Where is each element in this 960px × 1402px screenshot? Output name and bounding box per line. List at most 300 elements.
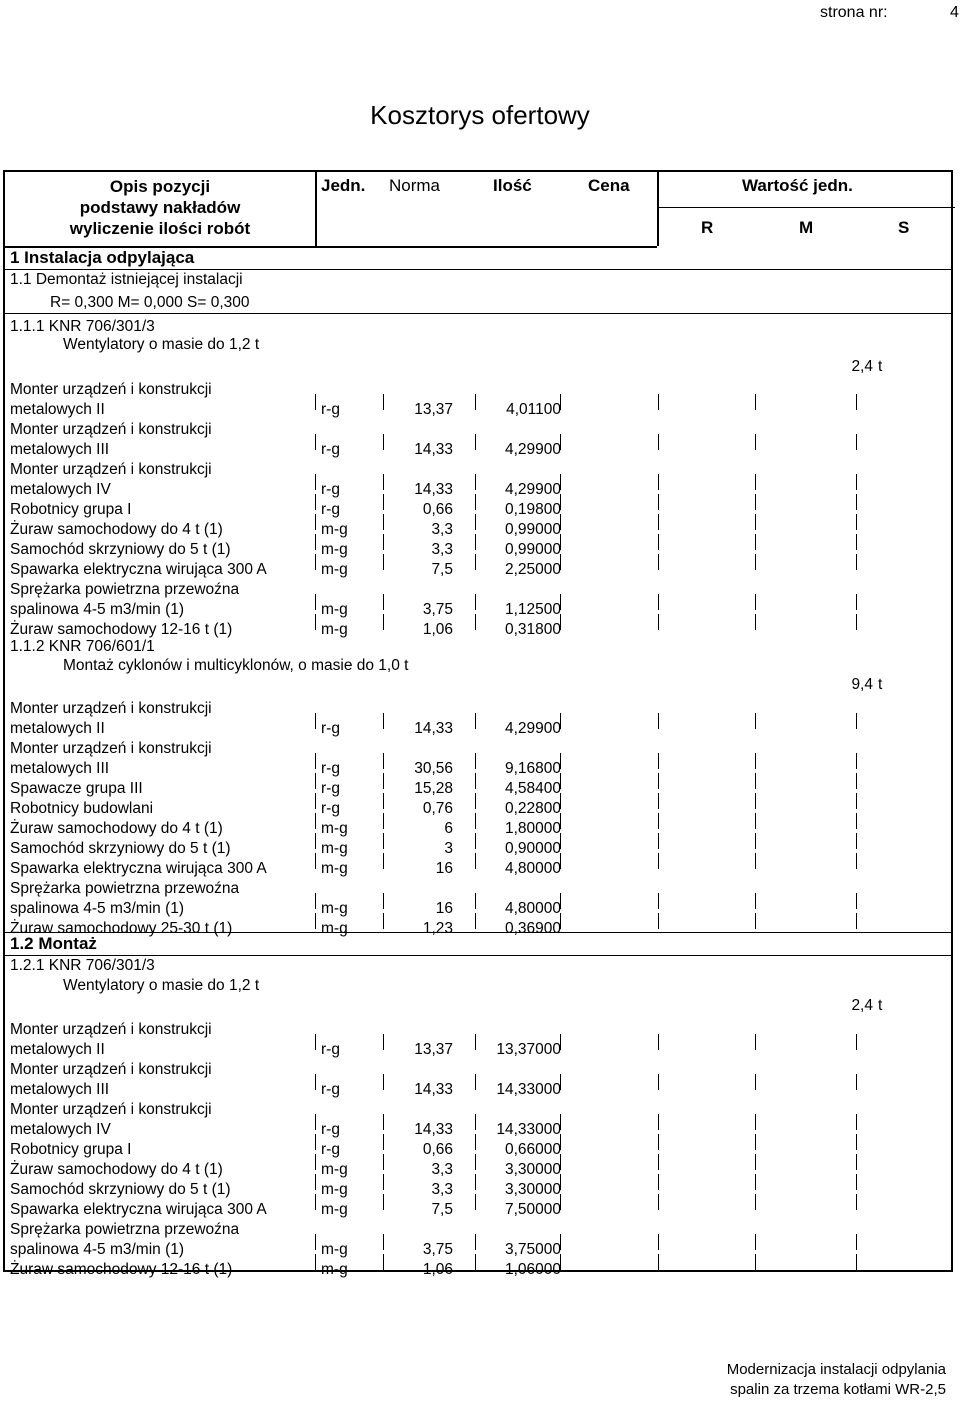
resource-ilosc: 0,19800: [504, 501, 561, 518]
item-desc-text: Wentylatory o masie do 1,2 t: [63, 977, 260, 994]
column-tick: [315, 813, 316, 829]
column-tick: [315, 713, 316, 729]
resource-unit: m-g: [321, 1201, 348, 1218]
column-tick: [560, 1074, 561, 1090]
resource-desc: Spawarka elektryczna wirująca 300 A: [10, 1201, 267, 1218]
column-tick: [560, 1194, 561, 1210]
column-tick: [383, 614, 384, 630]
resource-row: [5, 560, 955, 580]
subsection-title: 1.2 Montaż: [10, 934, 97, 953]
column-tick: [856, 913, 857, 929]
resource-row: [5, 1240, 955, 1260]
column-tick: [658, 1134, 659, 1150]
resource-row: [5, 580, 955, 600]
resource-desc: metalowych II: [10, 1041, 105, 1058]
resource-norma: 14,33: [414, 720, 453, 737]
column-tick: [658, 713, 659, 729]
resource-unit: r-g: [321, 720, 340, 737]
column-tick: [560, 514, 561, 530]
column-tick: [560, 1254, 561, 1270]
resource-row: [5, 520, 955, 540]
column-tick: [658, 594, 659, 610]
column-tick: [383, 554, 384, 570]
resource-unit: r-g: [321, 780, 340, 797]
column-tick: [383, 394, 384, 410]
resource-unit: r-g: [321, 441, 340, 458]
column-tick: [658, 474, 659, 490]
column-tick: [658, 1034, 659, 1050]
header-r: R: [701, 218, 714, 237]
column-tick: [475, 833, 476, 849]
column-tick: [658, 1174, 659, 1190]
column-tick: [315, 893, 316, 909]
column-tick: [856, 1074, 857, 1090]
column-tick: [383, 1114, 384, 1130]
resource-unit: m-g: [321, 860, 348, 877]
resource-unit: r-g: [321, 401, 340, 418]
resource-row: [5, 839, 955, 859]
item-quantity-value: 9,4: [851, 676, 873, 693]
column-tick: [315, 614, 316, 630]
column-tick: [560, 1234, 561, 1250]
column-tick: [315, 1174, 316, 1190]
resource-norma: 0,66: [422, 501, 453, 518]
column-tick: [856, 793, 857, 809]
resource-unit: m-g: [321, 1261, 348, 1278]
resource-desc: Żuraw samochodowy do 4 t (1): [10, 820, 223, 837]
item-desc-text: Wentylatory o masie do 1,2 t: [63, 336, 260, 353]
column-tick: [755, 554, 756, 570]
resource-unit: r-g: [321, 501, 340, 518]
resource-norma: 3,3: [431, 541, 453, 558]
column-tick: [475, 1034, 476, 1050]
resource-ilosc: 4,58400: [504, 780, 561, 797]
resource-norma: 1,06: [422, 1261, 453, 1278]
resource-row: [5, 819, 955, 839]
column-tick: [475, 514, 476, 530]
resource-ilosc: 7,50000: [504, 1201, 561, 1218]
resource-ilosc: 0,99000: [504, 521, 561, 538]
resource-row: [5, 919, 955, 939]
column-tick: [383, 753, 384, 769]
subsection-rms: [5, 293, 955, 313]
resource-norma: 7,5: [431, 1201, 453, 1218]
column-tick: [560, 554, 561, 570]
resource-desc: Monter urządzeń i konstrukcji: [10, 421, 212, 438]
column-tick: [658, 833, 659, 849]
column-tick: [315, 1254, 316, 1270]
column-tick: [658, 1154, 659, 1170]
column-tick: [315, 753, 316, 769]
resource-row: [5, 500, 955, 520]
item-desc-text: Montaż cyklonów i multicyklonów, o masie do 1,0 t: [63, 657, 409, 674]
column-tick: [856, 534, 857, 550]
column-tick: [560, 594, 561, 610]
resource-ilosc: 1,06000: [504, 1261, 561, 1278]
column-tick: [475, 773, 476, 789]
header-ilosc: Ilość: [493, 176, 532, 195]
column-tick: [560, 793, 561, 809]
column-tick: [755, 1134, 756, 1150]
footer-line2: spalin za trzema kotłami WR-2,5: [730, 1381, 946, 1398]
column-tick: [560, 893, 561, 909]
resource-row: [5, 380, 955, 400]
resource-desc: Spawarka elektryczna wirująca 300 A: [10, 860, 267, 877]
resource-unit: m-g: [321, 820, 348, 837]
header-opis-line2: podstawy nakładów: [79, 198, 241, 217]
column-tick: [475, 394, 476, 410]
header-jedn: Jedn.: [321, 176, 366, 195]
resource-norma: 13,37: [414, 1041, 453, 1058]
resource-ilosc: 4,29900: [504, 720, 561, 737]
column-tick: [560, 1134, 561, 1150]
column-tick: [755, 1074, 756, 1090]
column-tick: [475, 614, 476, 630]
page-number-value: 4: [950, 4, 959, 21]
resource-ilosc: 0,36900: [504, 920, 561, 937]
resource-ilosc: 4,29900: [504, 441, 561, 458]
column-tick: [383, 833, 384, 849]
resource-unit: m-g: [321, 1241, 348, 1258]
column-tick: [315, 554, 316, 570]
footer: [727, 1360, 946, 1400]
resource-desc: metalowych II: [10, 720, 105, 737]
column-tick: [755, 753, 756, 769]
column-tick: [315, 534, 316, 550]
resource-row: [5, 1060, 955, 1080]
resource-ilosc: 13,37000: [496, 1041, 561, 1058]
resource-unit: r-g: [321, 1121, 340, 1138]
column-tick: [560, 853, 561, 869]
resource-row: [5, 1100, 955, 1120]
header-s: S: [898, 218, 910, 237]
resource-ilosc: 0,31800: [504, 621, 561, 638]
column-tick: [658, 813, 659, 829]
resource-desc: Sprężarka powietrzna przewoźna: [10, 581, 240, 598]
resource-desc: metalowych IV: [10, 481, 111, 498]
column-tick: [475, 753, 476, 769]
column-tick: [658, 534, 659, 550]
item-code: [5, 637, 955, 657]
item-code-text: 1.2.1 KNR 706/301/3: [10, 957, 155, 974]
resource-norma: 14,33: [414, 441, 453, 458]
column-tick: [658, 773, 659, 789]
resource-row: [5, 1080, 955, 1100]
resource-row: [5, 719, 955, 739]
resource-desc: metalowych III: [10, 760, 110, 777]
column-tick: [475, 1234, 476, 1250]
header-opis: [5, 176, 315, 239]
resource-desc: Sprężarka powietrzna przewoźna: [10, 1221, 240, 1238]
resource-row: [5, 859, 955, 879]
column-tick: [755, 494, 756, 510]
resource-norma: 1,23: [422, 920, 453, 937]
header-opis-line3: wyliczenie ilości robót: [69, 219, 251, 238]
resource-row: [5, 879, 955, 899]
resource-ilosc: 4,80000: [504, 900, 561, 917]
column-tick: [856, 713, 857, 729]
column-tick: [475, 1134, 476, 1150]
column-tick: [856, 594, 857, 610]
column-tick: [475, 494, 476, 510]
resource-norma: 3,75: [422, 1241, 453, 1258]
column-tick: [755, 713, 756, 729]
column-tick: [315, 594, 316, 610]
resource-row: [5, 699, 955, 719]
resource-row: [5, 899, 955, 919]
column-tick: [383, 813, 384, 829]
column-tick: [383, 853, 384, 869]
header-cena: Cena: [588, 176, 630, 195]
column-tick: [560, 713, 561, 729]
column-tick: [315, 514, 316, 530]
column-tick: [383, 1074, 384, 1090]
column-tick: [383, 713, 384, 729]
column-tick: [560, 913, 561, 929]
resource-desc: Monter urządzeń i konstrukcji: [10, 1061, 212, 1078]
column-tick: [383, 1134, 384, 1150]
column-tick: [475, 1114, 476, 1130]
resource-desc: Robotnicy grupa I: [10, 501, 132, 518]
resource-unit: m-g: [321, 920, 348, 937]
resource-norma: 3: [444, 840, 453, 857]
resource-desc: Monter urządzeń i konstrukcji: [10, 461, 212, 478]
resource-ilosc: 3,30000: [504, 1161, 561, 1178]
column-tick: [383, 594, 384, 610]
resource-desc: Monter urządzeń i konstrukcji: [10, 740, 212, 757]
resource-desc: Monter urządzeń i konstrukcji: [10, 381, 212, 398]
resource-desc: Robotnicy grupa I: [10, 1141, 132, 1158]
item-desc: [5, 656, 955, 676]
column-tick: [658, 614, 659, 630]
item-quantity-value: 2,4: [851, 358, 873, 375]
column-tick: [315, 1074, 316, 1090]
resource-ilosc: 14,33000: [496, 1121, 561, 1138]
column-tick: [475, 1174, 476, 1190]
column-tick: [755, 913, 756, 929]
column-tick: [856, 1174, 857, 1190]
column-tick: [856, 1194, 857, 1210]
column-tick: [856, 753, 857, 769]
column-tick: [560, 474, 561, 490]
resource-ilosc: 4,29900: [504, 481, 561, 498]
column-tick: [658, 1114, 659, 1130]
column-tick: [475, 594, 476, 610]
resource-desc: Spawarka elektryczna wirująca 300 A: [10, 561, 267, 578]
resource-unit: r-g: [321, 1141, 340, 1158]
resource-ilosc: 14,33000: [496, 1081, 561, 1098]
column-tick: [315, 1234, 316, 1250]
resource-ilosc: 0,22800: [504, 800, 561, 817]
resource-unit: m-g: [321, 1161, 348, 1178]
resource-norma: 3,3: [431, 521, 453, 538]
column-tick: [755, 1194, 756, 1210]
resource-ilosc: 4,01100: [506, 401, 561, 418]
column-tick: [315, 434, 316, 450]
item-quantity-unit: t: [878, 997, 883, 1014]
resource-unit: r-g: [321, 481, 340, 498]
column-tick: [315, 1114, 316, 1130]
column-tick: [658, 913, 659, 929]
column-tick: [658, 554, 659, 570]
column-tick: [383, 1194, 384, 1210]
column-tick: [658, 893, 659, 909]
resource-unit: m-g: [321, 1181, 348, 1198]
column-tick: [315, 1154, 316, 1170]
subsection-title-text: 1.1 Demontaż istniejącej instalacji: [10, 271, 243, 288]
resource-desc: Samochód skrzyniowy do 5 t (1): [10, 840, 231, 857]
resource-row: [5, 1160, 955, 1180]
column-tick: [658, 1234, 659, 1250]
column-tick: [475, 474, 476, 490]
column-tick: [383, 1234, 384, 1250]
column-tick: [475, 1254, 476, 1270]
column-tick: [383, 514, 384, 530]
resource-norma: 13,37: [414, 401, 453, 418]
column-tick: [658, 1194, 659, 1210]
column-tick: [560, 534, 561, 550]
column-tick: [755, 893, 756, 909]
resource-row: [5, 759, 955, 779]
header-rms-rule: [657, 207, 955, 208]
column-tick: [315, 494, 316, 510]
column-tick: [315, 1194, 316, 1210]
column-tick: [755, 474, 756, 490]
column-tick: [560, 1154, 561, 1170]
item-code: [5, 956, 955, 976]
resource-desc: Żuraw samochodowy do 4 t (1): [10, 1161, 223, 1178]
column-tick: [315, 773, 316, 789]
column-tick: [755, 1174, 756, 1190]
column-tick: [315, 474, 316, 490]
resource-desc: spalinowa 4-5 m3/min (1): [10, 601, 185, 618]
column-tick: [315, 853, 316, 869]
resource-norma: 15,28: [414, 780, 453, 797]
column-tick: [856, 893, 857, 909]
resource-norma: 3,3: [431, 1161, 453, 1178]
column-tick: [560, 1114, 561, 1130]
column-tick: [315, 793, 316, 809]
item-quantity: [5, 675, 955, 695]
resource-desc: Żuraw samochodowy 12-16 t (1): [10, 1261, 233, 1278]
column-tick: [475, 1154, 476, 1170]
column-tick: [475, 793, 476, 809]
subsection-rule: [5, 932, 951, 933]
resource-ilosc: 1,12500: [504, 601, 561, 618]
column-tick: [856, 494, 857, 510]
resource-row: [5, 799, 955, 819]
column-tick: [315, 394, 316, 410]
resource-desc: spalinowa 4-5 m3/min (1): [10, 1241, 185, 1258]
subsection-title: [5, 270, 955, 290]
column-tick: [315, 833, 316, 849]
resource-norma: 30,56: [414, 760, 453, 777]
column-tick: [856, 1034, 857, 1050]
resource-norma: 3,3: [431, 1181, 453, 1198]
column-tick: [856, 773, 857, 789]
resource-unit: m-g: [321, 561, 348, 578]
resource-desc: metalowych II: [10, 401, 105, 418]
column-tick: [856, 394, 857, 410]
resource-row: [5, 540, 955, 560]
resource-ilosc: 2,25000: [504, 561, 561, 578]
column-tick: [658, 1074, 659, 1090]
item-quantity: [5, 996, 955, 1016]
column-tick: [383, 494, 384, 510]
item-quantity-unit: t: [878, 358, 883, 375]
column-tick: [475, 1074, 476, 1090]
resource-unit: m-g: [321, 601, 348, 618]
column-tick: [856, 554, 857, 570]
resource-desc: Monter urządzeń i konstrukcji: [10, 700, 212, 717]
column-tick: [658, 753, 659, 769]
resource-ilosc: 0,66000: [504, 1141, 561, 1158]
page-number-label: strona nr:: [820, 4, 888, 21]
column-tick: [383, 434, 384, 450]
column-tick: [755, 1114, 756, 1130]
resource-norma: 16: [435, 900, 453, 917]
column-tick: [755, 394, 756, 410]
item-quantity: [5, 357, 955, 377]
header-divider-right: [657, 172, 659, 246]
column-tick: [475, 1194, 476, 1210]
item-desc: [5, 976, 955, 996]
header-m: M: [799, 218, 814, 237]
resource-row: [5, 1220, 955, 1240]
column-tick: [383, 474, 384, 490]
column-tick: [755, 813, 756, 829]
column-tick: [560, 813, 561, 829]
resource-row: [5, 420, 955, 440]
column-tick: [755, 1234, 756, 1250]
column-tick: [560, 1174, 561, 1190]
resource-ilosc: 9,16800: [504, 760, 561, 777]
resource-norma: 14,33: [414, 1081, 453, 1098]
column-tick: [755, 853, 756, 869]
resource-row: [5, 600, 955, 620]
column-tick: [755, 514, 756, 530]
resource-norma: 1,06: [422, 621, 453, 638]
column-tick: [856, 434, 857, 450]
column-tick: [383, 1174, 384, 1190]
resource-row: [5, 440, 955, 460]
resource-row: [5, 779, 955, 799]
resource-norma: 0,76: [422, 800, 453, 817]
column-tick: [475, 434, 476, 450]
header-divider-left: [315, 172, 317, 246]
resource-norma: 16: [435, 860, 453, 877]
resource-row: [5, 460, 955, 480]
column-tick: [755, 833, 756, 849]
resource-desc: Żuraw samochodowy 25-30 t (1): [10, 920, 233, 937]
header-norma: Norma: [389, 176, 441, 195]
column-tick: [560, 1034, 561, 1050]
resource-row: [5, 1180, 955, 1200]
column-tick: [856, 1134, 857, 1150]
resource-row: [5, 1020, 955, 1040]
column-tick: [383, 773, 384, 789]
item-quantity-value: 2,4: [851, 997, 873, 1014]
resource-desc: Żuraw samochodowy do 4 t (1): [10, 521, 223, 538]
resource-row: [5, 1140, 955, 1160]
column-tick: [315, 1034, 316, 1050]
column-tick: [475, 853, 476, 869]
resource-row: [5, 1120, 955, 1140]
column-tick: [475, 893, 476, 909]
resource-unit: m-g: [321, 521, 348, 538]
resource-unit: m-g: [321, 621, 348, 638]
resource-ilosc: 3,30000: [504, 1181, 561, 1198]
